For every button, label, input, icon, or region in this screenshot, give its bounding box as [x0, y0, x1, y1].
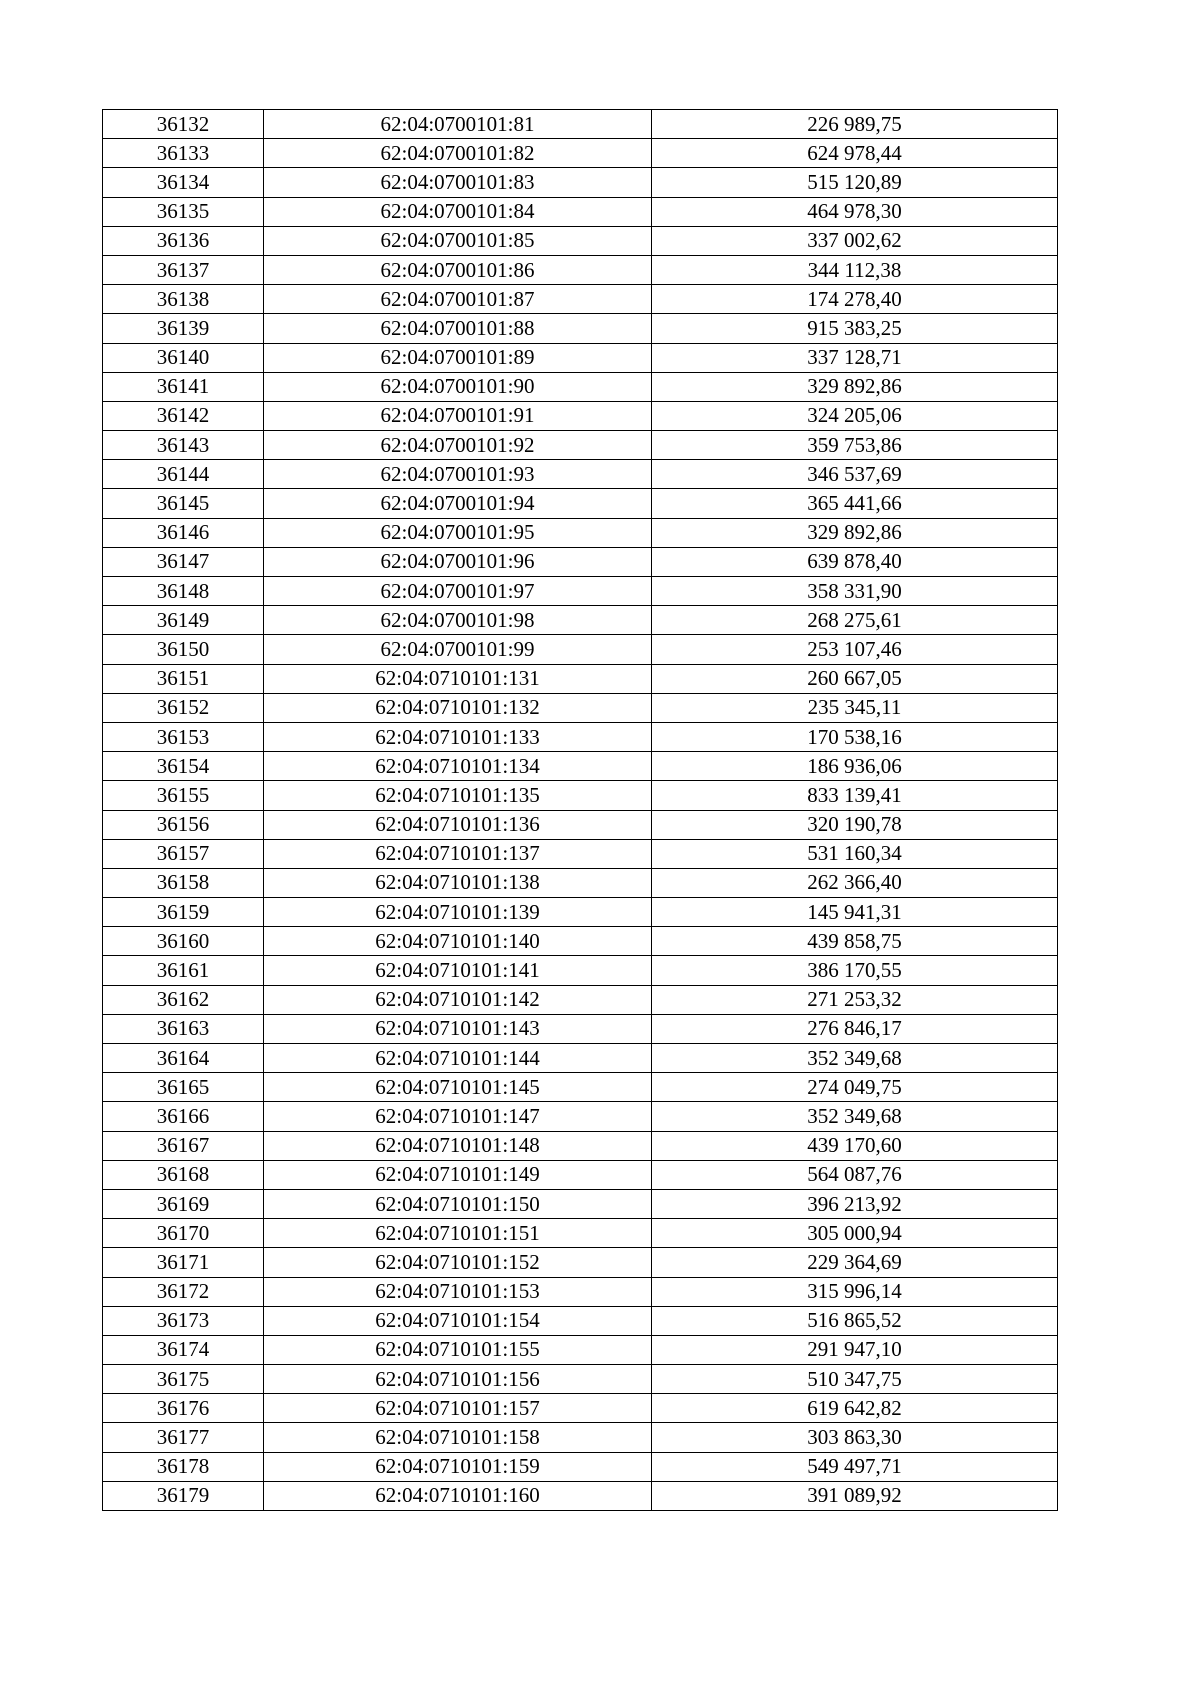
cadastral-number-cell: 62:04:0710101:135: [264, 781, 652, 810]
cadastral-number-cell: 62:04:0710101:154: [264, 1306, 652, 1335]
table-row: [103, 431, 1058, 460]
row-number-cell: 36175: [103, 1365, 264, 1394]
table-row: [103, 226, 1058, 255]
cadastral-value-cell: 235 345,11: [652, 693, 1058, 722]
cadastral-value-cell: 337 128,71: [652, 343, 1058, 372]
table-row: [103, 577, 1058, 606]
table-row: [103, 810, 1058, 839]
cadastral-number-cell: 62:04:0710101:158: [264, 1423, 652, 1452]
row-number-cell: 36153: [103, 722, 264, 751]
cadastral-value-table: [102, 109, 1058, 1511]
table-row: [103, 1481, 1058, 1510]
row-number-cell: 36178: [103, 1452, 264, 1481]
table-row: [103, 1365, 1058, 1394]
cadastral-value-cell: 439 170,60: [652, 1131, 1058, 1160]
cadastral-value-cell: 346 537,69: [652, 460, 1058, 489]
row-number-cell: 36171: [103, 1248, 264, 1277]
cadastral-number-cell: 62:04:0710101:160: [264, 1481, 652, 1510]
table-row: [103, 956, 1058, 985]
cadastral-value-cell: 439 858,75: [652, 927, 1058, 956]
cadastral-number-cell: 62:04:0710101:147: [264, 1102, 652, 1131]
cadastral-number-cell: 62:04:0710101:131: [264, 664, 652, 693]
row-number-cell: 36148: [103, 577, 264, 606]
cadastral-value-cell: 359 753,86: [652, 431, 1058, 460]
cadastral-number-cell: 62:04:0710101:137: [264, 839, 652, 868]
cadastral-value-cell: 344 112,38: [652, 255, 1058, 284]
row-number-cell: 36172: [103, 1277, 264, 1306]
cadastral-number-cell: 62:04:0700101:86: [264, 255, 652, 284]
table-row: [103, 1452, 1058, 1481]
cadastral-number-cell: 62:04:0710101:136: [264, 810, 652, 839]
table-row: [103, 547, 1058, 576]
cadastral-value-cell: 320 190,78: [652, 810, 1058, 839]
row-number-cell: 36162: [103, 985, 264, 1014]
row-number-cell: 36160: [103, 927, 264, 956]
table-row: [103, 139, 1058, 168]
cadastral-value-cell: 170 538,16: [652, 722, 1058, 751]
cadastral-value-cell: 329 892,86: [652, 518, 1058, 547]
row-number-cell: 36173: [103, 1306, 264, 1335]
cadastral-number-cell: 62:04:0710101:152: [264, 1248, 652, 1277]
cadastral-number-cell: 62:04:0710101:133: [264, 722, 652, 751]
row-number-cell: 36166: [103, 1102, 264, 1131]
table-row: [103, 285, 1058, 314]
cadastral-value-cell: 516 865,52: [652, 1306, 1058, 1335]
table-row: [103, 314, 1058, 343]
row-number-cell: 36157: [103, 839, 264, 868]
cadastral-number-cell: 62:04:0700101:82: [264, 139, 652, 168]
row-number-cell: 36151: [103, 664, 264, 693]
cadastral-value-cell: 271 253,32: [652, 985, 1058, 1014]
cadastral-value-cell: 315 996,14: [652, 1277, 1058, 1306]
row-number-cell: 36156: [103, 810, 264, 839]
cadastral-value-cell: 624 978,44: [652, 139, 1058, 168]
table-row: [103, 1102, 1058, 1131]
cadastral-number-cell: 62:04:0710101:157: [264, 1394, 652, 1423]
row-number-cell: 36133: [103, 139, 264, 168]
table-row: [103, 898, 1058, 927]
table-row: [103, 1014, 1058, 1043]
table-row: [103, 401, 1058, 430]
cadastral-value-cell: 229 364,69: [652, 1248, 1058, 1277]
cadastral-value-cell: 174 278,40: [652, 285, 1058, 314]
cadastral-number-cell: 62:04:0710101:141: [264, 956, 652, 985]
cadastral-number-cell: 62:04:0710101:143: [264, 1014, 652, 1043]
table-row: [103, 1394, 1058, 1423]
cadastral-value-cell: 564 087,76: [652, 1160, 1058, 1189]
cadastral-value-cell: 531 160,34: [652, 839, 1058, 868]
table-row: [103, 518, 1058, 547]
cadastral-number-cell: 62:04:0700101:92: [264, 431, 652, 460]
table-row: [103, 752, 1058, 781]
row-number-cell: 36159: [103, 898, 264, 927]
cadastral-value-cell: 352 349,68: [652, 1102, 1058, 1131]
cadastral-number-cell: 62:04:0710101:132: [264, 693, 652, 722]
cadastral-number-cell: 62:04:0700101:84: [264, 197, 652, 226]
table-row: [103, 839, 1058, 868]
cadastral-value-cell: 303 863,30: [652, 1423, 1058, 1452]
table-row: [103, 693, 1058, 722]
table-row: [103, 722, 1058, 751]
row-number-cell: 36179: [103, 1481, 264, 1510]
row-number-cell: 36161: [103, 956, 264, 985]
cadastral-value-cell: 365 441,66: [652, 489, 1058, 518]
cadastral-number-cell: 62:04:0700101:98: [264, 606, 652, 635]
table-row: [103, 985, 1058, 1014]
row-number-cell: 36147: [103, 547, 264, 576]
row-number-cell: 36154: [103, 752, 264, 781]
table-row: [103, 489, 1058, 518]
cadastral-number-cell: 62:04:0710101:134: [264, 752, 652, 781]
table-row: [103, 1073, 1058, 1102]
cadastral-number-cell: 62:04:0700101:83: [264, 168, 652, 197]
cadastral-value-cell: 226 989,75: [652, 110, 1058, 139]
row-number-cell: 36143: [103, 431, 264, 460]
cadastral-number-cell: 62:04:0710101:148: [264, 1131, 652, 1160]
row-number-cell: 36139: [103, 314, 264, 343]
table-row: [103, 460, 1058, 489]
cadastral-value-cell: 145 941,31: [652, 898, 1058, 927]
cadastral-value-cell: 352 349,68: [652, 1044, 1058, 1073]
cadastral-number-cell: 62:04:0710101:145: [264, 1073, 652, 1102]
cadastral-value-cell: 253 107,46: [652, 635, 1058, 664]
cadastral-value-cell: 386 170,55: [652, 956, 1058, 985]
table-row: [103, 1277, 1058, 1306]
row-number-cell: 36136: [103, 226, 264, 255]
cadastral-value-cell: 329 892,86: [652, 372, 1058, 401]
row-number-cell: 36168: [103, 1160, 264, 1189]
cadastral-value-cell: 337 002,62: [652, 226, 1058, 255]
table-row: [103, 1423, 1058, 1452]
cadastral-number-cell: 62:04:0700101:85: [264, 226, 652, 255]
table-row: [103, 1160, 1058, 1189]
cadastral-number-cell: 62:04:0700101:87: [264, 285, 652, 314]
row-number-cell: 36149: [103, 606, 264, 635]
table-row: [103, 1248, 1058, 1277]
cadastral-number-cell: 62:04:0710101:150: [264, 1189, 652, 1218]
cadastral-number-cell: 62:04:0710101:138: [264, 868, 652, 897]
row-number-cell: 36146: [103, 518, 264, 547]
row-number-cell: 36155: [103, 781, 264, 810]
row-number-cell: 36137: [103, 255, 264, 284]
cadastral-number-cell: 62:04:0710101:144: [264, 1044, 652, 1073]
table-row: [103, 1189, 1058, 1218]
cadastral-number-cell: 62:04:0700101:91: [264, 401, 652, 430]
table-row: [103, 343, 1058, 372]
table-row: [103, 168, 1058, 197]
cadastral-value-cell: 915 383,25: [652, 314, 1058, 343]
cadastral-value-cell: 619 642,82: [652, 1394, 1058, 1423]
row-number-cell: 36135: [103, 197, 264, 226]
table-row: [103, 255, 1058, 284]
cadastral-value-cell: 276 846,17: [652, 1014, 1058, 1043]
row-number-cell: 36177: [103, 1423, 264, 1452]
cadastral-number-cell: 62:04:0710101:142: [264, 985, 652, 1014]
cadastral-value-cell: 291 947,10: [652, 1335, 1058, 1364]
table-row: [103, 781, 1058, 810]
table-row: [103, 927, 1058, 956]
cadastral-number-cell: 62:04:0710101:155: [264, 1335, 652, 1364]
table-row: [103, 1335, 1058, 1364]
cadastral-number-cell: 62:04:0710101:139: [264, 898, 652, 927]
cadastral-number-cell: 62:04:0710101:140: [264, 927, 652, 956]
table-row: [103, 1131, 1058, 1160]
cadastral-number-cell: 62:04:0700101:99: [264, 635, 652, 664]
table-row: [103, 1219, 1058, 1248]
cadastral-number-cell: 62:04:0700101:97: [264, 577, 652, 606]
cadastral-number-cell: 62:04:0700101:93: [264, 460, 652, 489]
cadastral-value-cell: 510 347,75: [652, 1365, 1058, 1394]
row-number-cell: 36174: [103, 1335, 264, 1364]
cadastral-value-cell: 396 213,92: [652, 1189, 1058, 1218]
cadastral-value-cell: 260 667,05: [652, 664, 1058, 693]
cadastral-value-cell: 305 000,94: [652, 1219, 1058, 1248]
row-number-cell: 36169: [103, 1189, 264, 1218]
row-number-cell: 36144: [103, 460, 264, 489]
cadastral-value-cell: 515 120,89: [652, 168, 1058, 197]
table-body: [103, 110, 1058, 1511]
row-number-cell: 36176: [103, 1394, 264, 1423]
row-number-cell: 36170: [103, 1219, 264, 1248]
cadastral-value-cell: 464 978,30: [652, 197, 1058, 226]
table-row: [103, 606, 1058, 635]
cadastral-number-cell: 62:04:0710101:156: [264, 1365, 652, 1394]
cadastral-number-cell: 62:04:0700101:95: [264, 518, 652, 547]
cadastral-number-cell: 62:04:0700101:90: [264, 372, 652, 401]
cadastral-number-cell: 62:04:0700101:89: [264, 343, 652, 372]
row-number-cell: 36152: [103, 693, 264, 722]
row-number-cell: 36138: [103, 285, 264, 314]
row-number-cell: 36165: [103, 1073, 264, 1102]
cadastral-number-cell: 62:04:0710101:149: [264, 1160, 652, 1189]
table-row: [103, 110, 1058, 139]
cadastral-value-cell: 186 936,06: [652, 752, 1058, 781]
row-number-cell: 36132: [103, 110, 264, 139]
table-row: [103, 664, 1058, 693]
cadastral-value-cell: 358 331,90: [652, 577, 1058, 606]
table-row: [103, 635, 1058, 664]
row-number-cell: 36163: [103, 1014, 264, 1043]
row-number-cell: 36141: [103, 372, 264, 401]
cadastral-number-cell: 62:04:0700101:81: [264, 110, 652, 139]
cadastral-value-cell: 268 275,61: [652, 606, 1058, 635]
row-number-cell: 36140: [103, 343, 264, 372]
cadastral-value-cell: 639 878,40: [652, 547, 1058, 576]
table-row: [103, 1044, 1058, 1073]
row-number-cell: 36167: [103, 1131, 264, 1160]
row-number-cell: 36164: [103, 1044, 264, 1073]
cadastral-number-cell: 62:04:0710101:151: [264, 1219, 652, 1248]
cadastral-value-cell: 549 497,71: [652, 1452, 1058, 1481]
table-row: [103, 868, 1058, 897]
cadastral-number-cell: 62:04:0700101:96: [264, 547, 652, 576]
row-number-cell: 36158: [103, 868, 264, 897]
row-number-cell: 36142: [103, 401, 264, 430]
cadastral-number-cell: 62:04:0700101:88: [264, 314, 652, 343]
row-number-cell: 36150: [103, 635, 264, 664]
cadastral-number-cell: 62:04:0710101:153: [264, 1277, 652, 1306]
cadastral-number-cell: 62:04:0710101:159: [264, 1452, 652, 1481]
cadastral-value-cell: 274 049,75: [652, 1073, 1058, 1102]
table-row: [103, 197, 1058, 226]
row-number-cell: 36145: [103, 489, 264, 518]
cadastral-value-cell: 833 139,41: [652, 781, 1058, 810]
table-row: [103, 1306, 1058, 1335]
cadastral-value-cell: 262 366,40: [652, 868, 1058, 897]
cadastral-value-cell: 391 089,92: [652, 1481, 1058, 1510]
row-number-cell: 36134: [103, 168, 264, 197]
table-row: [103, 372, 1058, 401]
cadastral-value-cell: 324 205,06: [652, 401, 1058, 430]
cadastral-number-cell: 62:04:0700101:94: [264, 489, 652, 518]
